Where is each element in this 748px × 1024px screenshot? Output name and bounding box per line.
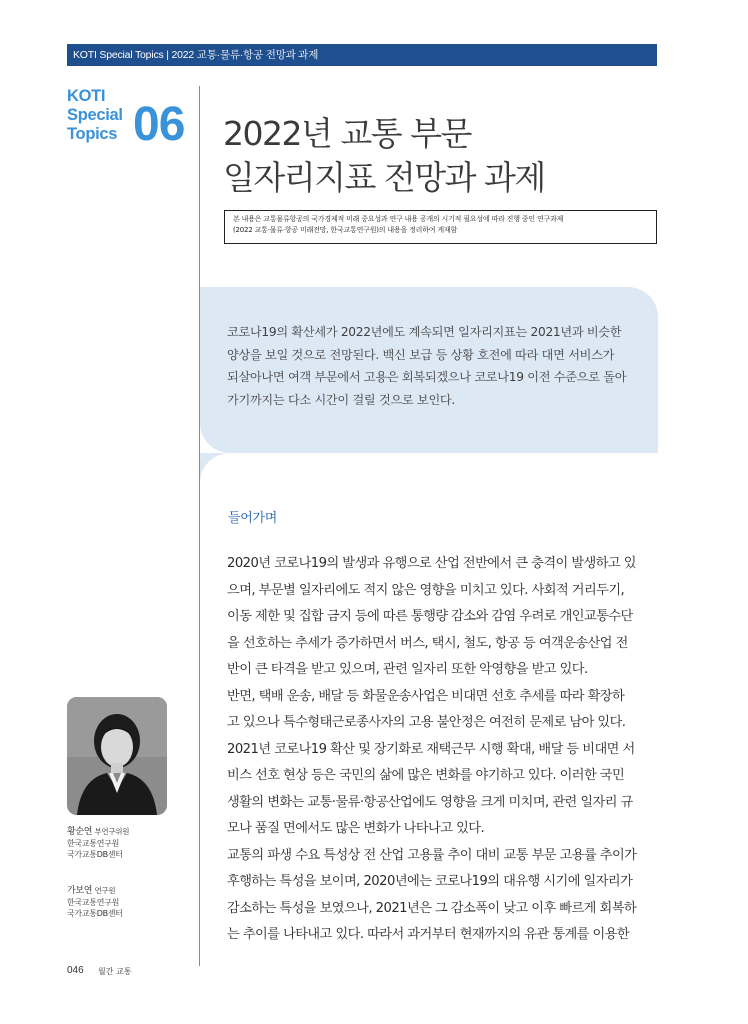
brand-line: KOTI [67, 87, 106, 105]
brand-line: Topics [67, 125, 118, 143]
series-number: 06 [133, 98, 185, 151]
author-dept: 국가교통DB센터 [67, 850, 123, 859]
body-line: 반이 큰 타격을 받고 있으며, 관련 일자리 또한 악영향을 받고 있다. [227, 662, 588, 677]
body-line: 는 추이를 나타내고 있다. 따라서 과거부터 현재까지의 유관 통계를 이용한 [227, 927, 630, 942]
author-block [67, 885, 123, 919]
body-line: 교통의 파생 수요 특성상 전 산업 고용률 추이 대비 교통 부문 고용률 추이가 [227, 847, 637, 863]
author-block [67, 826, 129, 860]
header-breadcrumb: KOTI Special Topics | 2022 교통·물류·항공 전망과 과제 [67, 44, 657, 66]
series-brand [67, 87, 123, 144]
summary-line: 양상을 보일 것으로 전망된다. 백신 보급 등 상황 호전에 따라 대면 서비스가 [227, 347, 615, 362]
section-heading: 들어가며 [228, 511, 278, 526]
body-line: 반면, 택배 운송, 배달 등 화물운송사업은 비대면 선호 추세를 따라 확장하 [227, 688, 625, 704]
body-line: 2021년 코로나19 확산 및 장기화로 재택근무 시행 확대, 배달 등 비대면 서 [227, 741, 635, 757]
author-name: 가보연 [67, 886, 93, 896]
body-text [227, 551, 659, 949]
author-photo [67, 697, 167, 815]
summary-line: 되살아나면 여객 부문에서 고용은 회복되겠으나 코로나19 이전 수준으로 돌아 [227, 370, 627, 384]
body-line: 이동 제한 및 집합 금지 등에 따른 통행량 감소와 감염 우려로 개인교통수단 [227, 609, 633, 624]
body-line: 비스 선호 현상 등은 국민의 삶에 많은 변화를 야기하고 있다. 이러한 국민 [227, 768, 625, 783]
title-line-2: 일자리지표 전망과 과제 [223, 158, 545, 197]
page-number: 046 [67, 965, 84, 976]
vertical-divider [199, 86, 200, 966]
publication-name: 월간 교통 [98, 967, 132, 976]
body-line: 모나 품질 면에서도 많은 변화가 나타나고 있다. [227, 821, 485, 836]
summary-corner-decoration [200, 453, 230, 483]
summary-line: 코로나19의 확산세가 2022년에도 계속되면 일자리지표는 2021년과 비슷한 [227, 325, 622, 339]
notice-line: (2022 교통·물류·항공 미래전망, 한국교통연구원)의 내용을 정리하여 게재함 [233, 226, 458, 234]
body-line: 을 선호하는 추세가 증가하면서 버스, 택시, 철도, 항공 등 여객운송산업 전 [227, 635, 628, 651]
author-role: 연구원 [94, 886, 116, 895]
title-line-1: 2022년 교통 부문 [223, 114, 471, 153]
author-role: 부연구위원 [94, 827, 130, 836]
author-name: 황순연 [67, 827, 93, 837]
notice-line: 본 내용은 교통물류항공의 국가경제적 미래 중요성과 연구 내용 공개의 시기적 필요성에 따라 진행 중인 연구과제 [233, 215, 564, 223]
body-line: 으며, 부문별 일자리에도 적지 않은 영향을 미치고 있다. 사회적 거리두기, [227, 582, 625, 598]
author-dept: 국가교통DB센터 [67, 909, 123, 918]
author-org: 한국교통연구원 [67, 839, 119, 848]
summary-line: 가기까지는 다소 시간이 걸릴 것으로 보인다. [227, 392, 455, 407]
body-line: 2020년 코로나19의 발생과 유행으로 산업 전반에서 큰 충격이 발생하고 있 [227, 556, 636, 571]
summary-box [200, 287, 658, 453]
body-line: 후행하는 특성을 보이며, 2020년에는 코로나19의 대유행 시기에 일자리가 [227, 874, 633, 889]
body-line: 고 있으나 특수형태근로종사자의 고용 불안정은 여전히 문제로 남아 있다. [227, 715, 626, 730]
author-org: 한국교통연구원 [67, 898, 119, 907]
body-line: 생활의 변화는 교통·물류·항공산업에도 영향을 크게 미치며, 관련 일자리 규 [227, 794, 633, 810]
article-title [223, 112, 545, 200]
brand-line: Special [67, 106, 123, 124]
editorial-notice [224, 210, 657, 244]
body-line: 감소하는 특성을 보였으나, 2021년은 그 감소폭이 낮고 이후 빠르게 회복하 [227, 900, 637, 916]
